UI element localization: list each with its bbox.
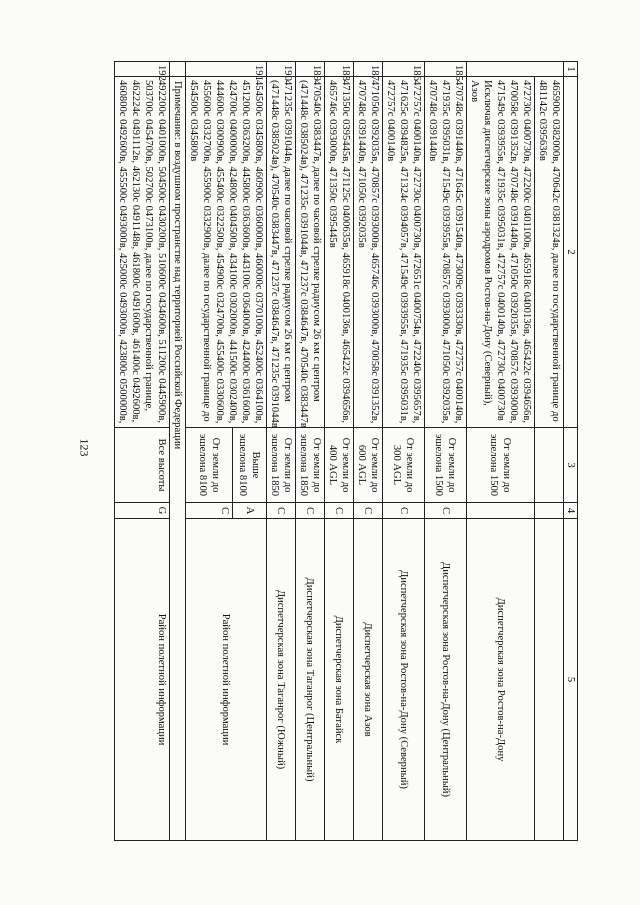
coord-line: 471050с 0392035в, 470857с 0393000в, 465746с 0393000в, 470058с 0391352в, bbox=[369, 80, 380, 424]
unit-cell: Диспетчерская зона Батайск bbox=[325, 519, 354, 841]
table-row bbox=[115, 62, 170, 841]
table-row bbox=[233, 62, 267, 841]
unit-cell: Диспетчерская зона Азов bbox=[354, 519, 383, 841]
altitude-cell: От земли до 400 AGL bbox=[325, 428, 354, 503]
coord-line: 455600с 0332700в, 455900с 0332900в, далее по государственной границе до bbox=[201, 80, 212, 422]
coord-line: 424700с 0400000в, 424800с 0404500в, 434100с 0302000в, 441500с 0302400в, bbox=[227, 80, 238, 424]
unit-cell: Диспетчерская зона Таганрог (Центральный) bbox=[296, 519, 325, 841]
row-number bbox=[467, 62, 564, 77]
coord-line: 471549с 0393955в, 471935с 0395031в, 472757с 0400140в, 472730с 0400730в bbox=[495, 80, 506, 421]
coordinates-cell bbox=[354, 77, 383, 428]
row-number: 189 bbox=[296, 62, 325, 77]
coord-line: 472757с 0400140в, 472730с 0400730в, 472651с 0400754в, 472240с 0395657в, bbox=[411, 80, 422, 424]
unit-cell: Диспетчерская зона Ростов-на-Дону bbox=[467, 519, 535, 841]
coord-line: 492200с 0401000в, 504500с 0430200в, 510600с 0434600в, 511200с 0445900в, bbox=[156, 80, 167, 423]
coord-line: 465746с 0393000в, 471350с 0395445в bbox=[327, 80, 338, 248]
altitude-cell: От земли до эшелона 8100 bbox=[186, 428, 233, 503]
table-row bbox=[383, 62, 425, 841]
table-row bbox=[296, 62, 325, 841]
coord-line: 462224с 0491112в, 462130с 0491148в, 461800с 0491600в, 461400с 0492600в, bbox=[130, 80, 141, 423]
row-number: 185 bbox=[425, 62, 467, 77]
coord-line: (471448с 0385024в), 471235с 0391044в, 471237с 0384647в, 470540с 0383447в bbox=[298, 80, 309, 428]
coord-line: 471235с 0391044в, далее по часовой стрелке радиусом 26 км с центром bbox=[282, 80, 293, 402]
coord-line: 470748с 0391440в, 471645с 0391540в, 473009с 0393330в, 472757с 0400140в, bbox=[453, 80, 464, 424]
altitude-cell: От земли до эшелона 1850 bbox=[267, 428, 296, 503]
page-number: 123 bbox=[77, 438, 92, 457]
unit-cell: Район полетной информации bbox=[115, 519, 170, 841]
class-cell bbox=[467, 503, 535, 519]
coordinates-cell bbox=[186, 77, 267, 428]
coord-line: 454500с 0345800в bbox=[188, 80, 199, 162]
altitude-cell: От земли до 300 AGL bbox=[383, 428, 425, 503]
class-cell: C bbox=[383, 503, 425, 519]
altitude-cell: От земли до эшелона 1500 bbox=[425, 428, 467, 503]
altitude-cell: От земли до 600 AGL bbox=[354, 428, 383, 503]
table-row bbox=[267, 62, 296, 841]
table-row bbox=[535, 62, 564, 841]
altitude-cell: От земли до эшелона 1500 bbox=[467, 428, 535, 503]
table-row bbox=[325, 62, 354, 841]
rotated-table-container bbox=[95, 61, 578, 841]
table-row bbox=[354, 62, 383, 841]
table-row bbox=[467, 62, 535, 841]
header-col-2: 2 bbox=[564, 77, 578, 428]
coord-line: 470748с 0391440в bbox=[427, 80, 438, 162]
coord-line: 472730с 0400730в, 472200с 0401100в, 465918с 0400136в, 465422с 0394656в, bbox=[521, 80, 532, 423]
header-col-1: 1 bbox=[564, 62, 578, 77]
coord-line: 472757с 0400140в bbox=[385, 80, 396, 162]
class-cell: C bbox=[186, 503, 233, 519]
altitude-cell: От земли до эшелона 1850 bbox=[296, 428, 325, 503]
coordinates-cell bbox=[325, 77, 354, 428]
coordinates-cell bbox=[425, 77, 467, 428]
coordinates-cell bbox=[296, 77, 325, 428]
class-cell: C bbox=[354, 503, 383, 519]
coord-line: 471350с 0395445в, 471125с 0400635в, 465918с 0400136в, 465422с 0394656в, bbox=[340, 80, 351, 423]
coordinates-cell bbox=[467, 77, 535, 428]
coord-line: 465900с 0382000в, 470642с 0381324в, далее по государственной границе до bbox=[550, 80, 561, 422]
row-number: 188 bbox=[325, 62, 354, 77]
coord-line: 470748с 0391440в, 471050с 0392035в bbox=[356, 80, 367, 248]
coord-line: 451200с 0363200в, 445800с 0363600в, 443100с 0364000в, 424400с 0361600в, bbox=[240, 80, 251, 424]
unit-cell: Диспетчерская зона Ростов-на-Дону (Центральный) bbox=[425, 519, 467, 841]
coord-line: Азов bbox=[469, 80, 480, 103]
unit-cell: Диспетчерская зона Ростов-на-Дону (Северный) bbox=[383, 519, 425, 841]
coord-line: 470058с 0391352в, 470748с 0391440в, 471050с 0392035в, 470857с 0393000в, bbox=[508, 80, 519, 424]
coordinates-cell bbox=[267, 77, 296, 428]
class-cell: C bbox=[425, 503, 467, 519]
altitude-cell: Выше эшелона 8100 bbox=[233, 428, 267, 503]
row-number: 187 bbox=[354, 62, 383, 77]
class-cell: G bbox=[115, 503, 170, 519]
coord-line: Исключая диспетчерские зоны аэродромов Ростов-на-Дону (Северный), bbox=[482, 80, 493, 406]
coord-line: 503700с 0454700в, 502700с 0473100в, далее по государственной границе, bbox=[143, 80, 154, 412]
class-cell: C bbox=[296, 503, 325, 519]
unit-cell: Район полетной информации bbox=[186, 519, 267, 841]
coord-line: 454500с 0345800в, 460900с 0360000в, 460000с 0370100в, 452400с 0364100в, bbox=[253, 80, 264, 424]
header-col-5: 5 bbox=[564, 519, 578, 841]
coord-line: 460800с 0492600в, 455500с 0493000в, 425000с 0493000в, 423800с 0500000в, bbox=[117, 80, 128, 424]
coord-line: 444600с 0300900в, 455400с 0322500в, 454900с 0324700в, 455400с 0330600в, bbox=[214, 80, 225, 424]
coordinates-cell bbox=[535, 77, 564, 428]
row-number: 192 bbox=[115, 62, 170, 77]
class-cell: C bbox=[267, 503, 296, 519]
header-row bbox=[564, 62, 578, 841]
coord-line: 471935с 0395031в, 471549с 0393955в, 470857с 0393000в, 471050с 0392035в, bbox=[440, 80, 451, 424]
class-cell: A bbox=[233, 503, 267, 519]
coord-line: 481142с 0395636в bbox=[537, 80, 548, 161]
coord-line: 470540с 0383447в, далее по часовой стрелке радиусом 26 км с центром bbox=[311, 80, 322, 402]
table-row bbox=[425, 62, 467, 841]
coordinates-cell bbox=[115, 77, 170, 428]
header-col-3: 3 bbox=[564, 428, 578, 503]
header-col-4: 4 bbox=[564, 503, 578, 519]
note-row bbox=[170, 62, 186, 841]
row-number: 191 bbox=[186, 62, 267, 77]
altitude-cell: Все высоты bbox=[115, 428, 170, 503]
airspace-table bbox=[114, 61, 578, 841]
row-number: 190 bbox=[267, 62, 296, 77]
coordinates-cell bbox=[383, 77, 425, 428]
note-text: Примечание: в воздушном пространстве над территорией Российской Федерации bbox=[170, 77, 186, 841]
coord-line: (471448с 0385024в), 470540с 0383447в, 471237с 0384647в, 471235с 0391044в bbox=[269, 80, 280, 428]
coord-line: 471625с 0394825в, 471324с 0394057в, 471549с 0393955в, 471935с 0395031в, bbox=[398, 80, 409, 424]
unit-cell: Диспетчерская зона Таганрог (Южный) bbox=[267, 519, 296, 841]
class-cell: C bbox=[325, 503, 354, 519]
row-number: 186 bbox=[383, 62, 425, 77]
